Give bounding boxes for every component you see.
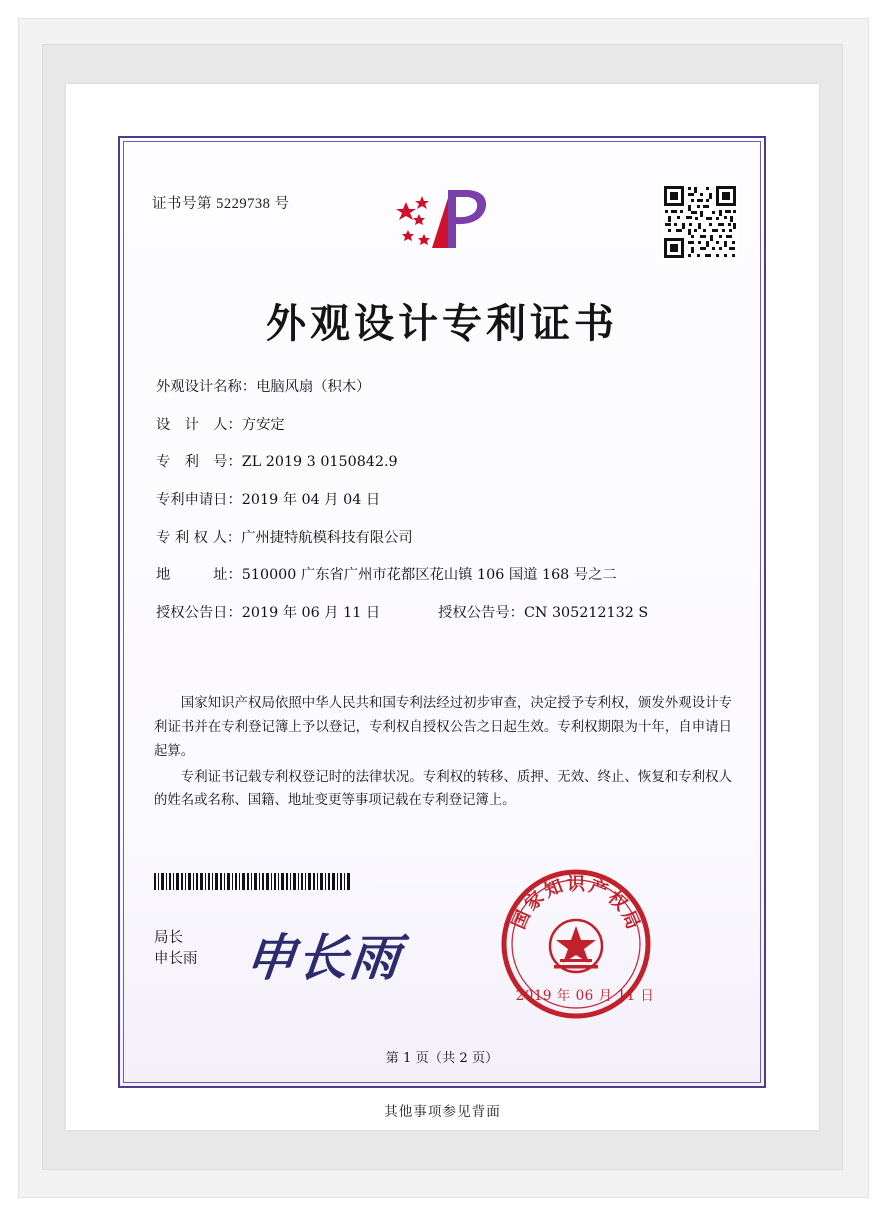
field-label: 授权公告日： (156, 604, 242, 621)
field-value: 510000 广东省广州市花都区花山镇 106 国道 168 号之二 (241, 567, 617, 584)
director-name: 申长雨 (154, 951, 198, 968)
field-value: 方安定 (241, 416, 285, 433)
field-application-date (156, 492, 732, 509)
legal-paragraph-1: 国家知识产权局依照中华人民共和国专利法经过初步审查，决定授予专利权，颁发外观设计专利证书并在专利登记簿上予以登记，专利权自授权公告之日起生效。专利权期限为十年，自申请日起算。 (154, 696, 732, 759)
page-indicator: 第 1 页（共 2 页） (385, 1051, 499, 1066)
field-announcement (156, 605, 732, 622)
seal-date: 2019 年 06 月 11 日 (515, 988, 655, 1004)
page-title: 外观设计专利证书 (266, 300, 618, 347)
field-address (156, 567, 732, 584)
field-value: 2019 年 06 月 11 日 (241, 604, 381, 621)
legal-paragraph-2: 专利证书记载专利权登记时的法律状况。专利权的转移、质押、无效、终止、恢复和专利权人的姓名或名称、国籍、地址变更等事项记载在专利登记簿上。 (154, 769, 732, 809)
back-side-note: 其他事项参见背面 (384, 1104, 501, 1120)
svg-text:知: 知 (541, 875, 566, 902)
barcode (154, 873, 350, 890)
field-value: 2019 年 04 月 04 日 (241, 491, 381, 508)
certificate-number: 证书号第 5229738 号 (152, 196, 290, 212)
field-label: 专 利 权 人： (156, 529, 242, 546)
certificate-body (118, 136, 766, 1088)
field-value: ZL 2019 3 0150842.9 (241, 454, 398, 471)
field-design-name (156, 379, 732, 396)
field-designer (156, 417, 732, 434)
field-value-secondary: CN 305212132 S (523, 604, 649, 621)
svg-text:局: 局 (617, 907, 644, 933)
svg-text:家: 家 (520, 887, 549, 916)
svg-text:识: 识 (567, 874, 585, 895)
director-title: 局长 (154, 930, 183, 946)
field-label: 设 计 人： (156, 416, 242, 433)
qr-code-icon (662, 184, 738, 260)
field-label: 地 址： (156, 567, 242, 584)
field-value: 电脑风扇（积木） (256, 379, 371, 395)
cnipa-logo-icon (386, 184, 502, 256)
field-label: 专 利 号： (156, 454, 242, 471)
field-patentee (156, 530, 732, 547)
legal-text (154, 692, 732, 815)
field-label: 专利申请日： (156, 491, 242, 508)
svg-text:产: 产 (586, 875, 611, 902)
handwritten-signature: 申长雨 (242, 928, 405, 987)
field-list (156, 379, 732, 643)
field-label: 外观设计名称： (156, 379, 257, 395)
field-value: 广州捷特航模科技有限公司 (241, 529, 413, 546)
field-label-secondary: 授权公告号： (438, 604, 524, 621)
signature-block (154, 928, 198, 970)
field-patent-number (156, 454, 732, 471)
svg-text:国: 国 (508, 907, 535, 933)
svg-text:权: 权 (603, 887, 632, 916)
